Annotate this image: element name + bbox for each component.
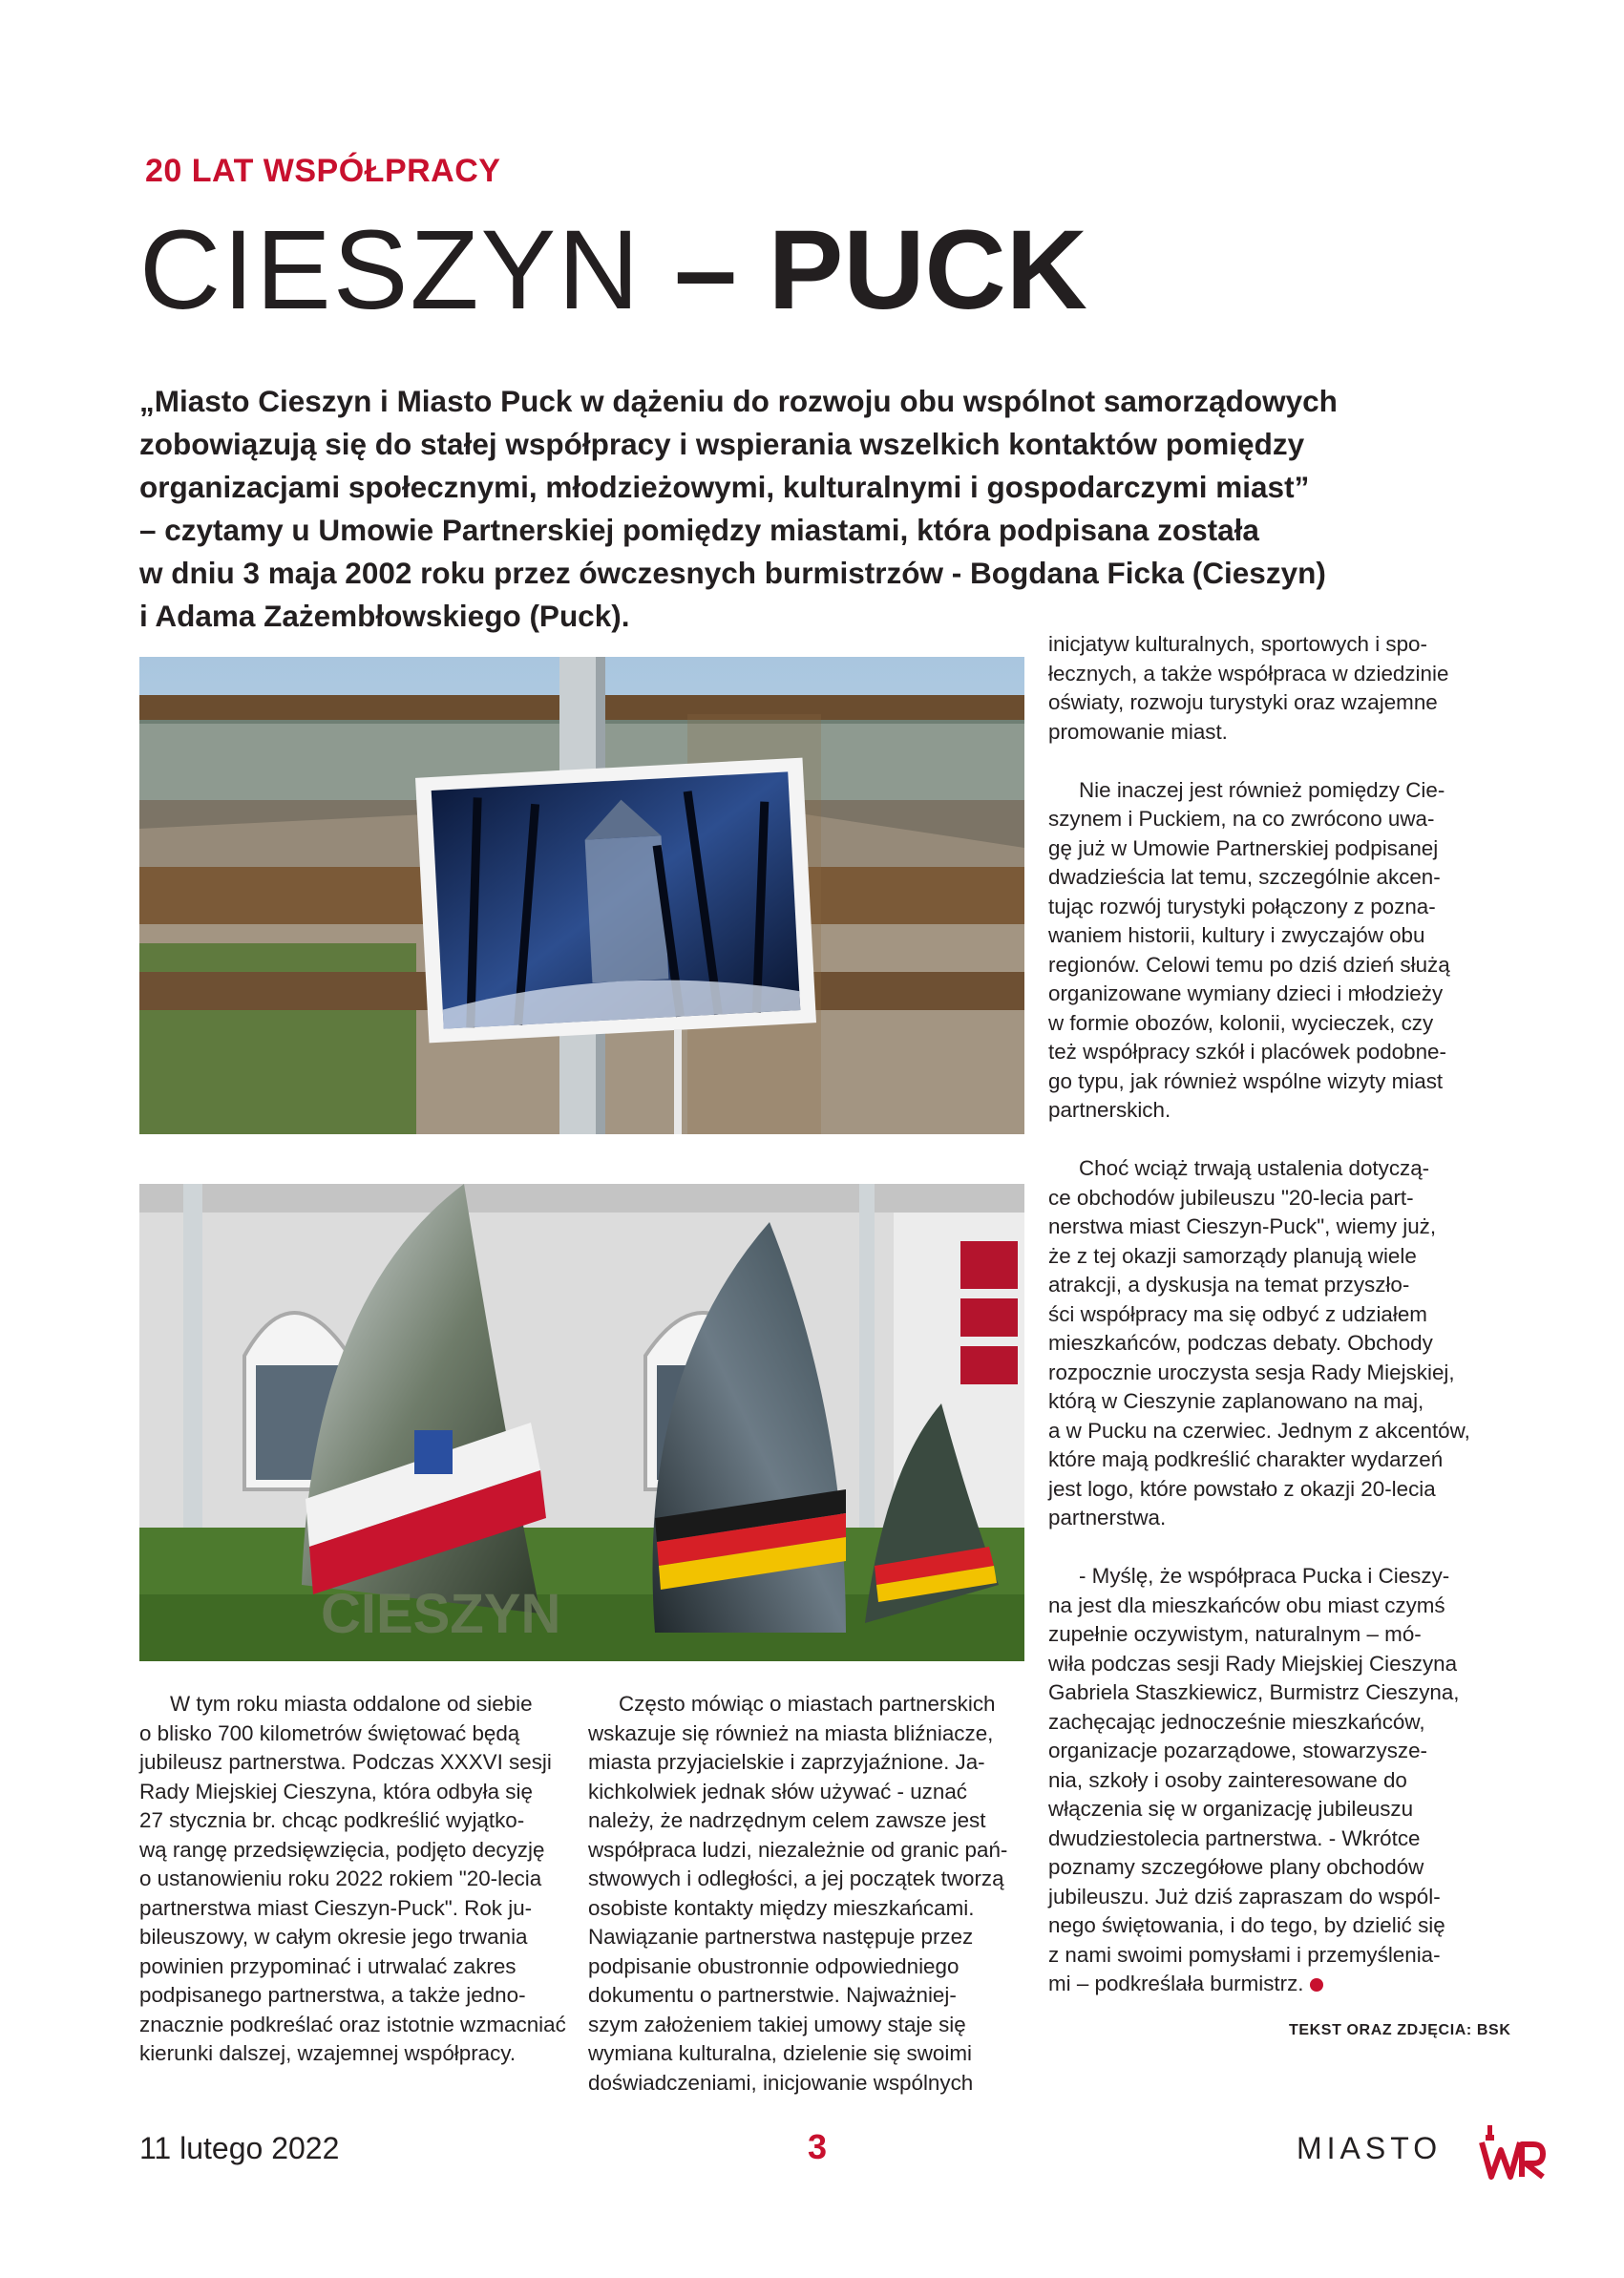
section-kicker: 20 LAT WSPÓŁPRACY: [145, 153, 501, 189]
text-line: partnerstwa miast Cieszyn-Puck". Rok ju-: [139, 1895, 533, 1920]
sign-text: CIESZYN: [321, 1583, 561, 1645]
text-line: jest logo, które powstało z okazji 20-lecia: [1048, 1476, 1436, 1501]
text-line: organizowane wymiany dzieci i młodzieży: [1048, 981, 1444, 1005]
text-line: ce obchodów jubileuszu "20-lecia part-: [1048, 1185, 1414, 1210]
text-line: powinien przypominać i utrwalać zakres: [139, 1953, 517, 1978]
page-title: [139, 208, 1087, 332]
photo-partnership-sails: [139, 1184, 1024, 1661]
article-column-3: [1048, 630, 1484, 1999]
lead-line: w dniu 3 maja 2002 roku przez ówczesnych burmistrzów - Bogdana Ficka (Cieszyn): [139, 556, 1326, 590]
text-line: poznamy szczegółowe plany obchodów: [1048, 1855, 1424, 1879]
text-line: wskazuje się również na miasta bliźniacze,: [588, 1720, 994, 1745]
text-line-end: mi – podkreślała burmistrz.: [1048, 1972, 1304, 1995]
lead-line: organizacjami społecznymi, młodzieżowymi, kulturalnymi i gospodarczymi miast”: [139, 470, 1310, 504]
text-line: osobiste kontakty między mieszkańcami.: [588, 1895, 975, 1920]
footer-date: 11 lutego 2022: [139, 2131, 340, 2165]
text-line: o ustanowieniu roku 2022 rokiem "20-lecia: [139, 1867, 542, 1890]
text-line: organizacje pozarządowe, stowarzysze-: [1048, 1739, 1427, 1762]
text-line: wą rangę przedsięwzięcia, podjęto decyzję: [139, 1837, 545, 1862]
article-end-icon: [1310, 1978, 1323, 1992]
text-line: wiła podczas sesji Rady Miejskiej Cieszyna: [1048, 1651, 1458, 1676]
text-line: 27 stycznia br. chcąc podkreślić wyjątko-: [139, 1808, 525, 1832]
text-line: dokumentu o partnerstwie. Najważniej-: [588, 1983, 957, 2007]
text-line: jubileusz partnerstwa. Podczas XXXVI sesji: [139, 1750, 552, 1774]
text-line: współpraca ludzi, niezależnie od granic pań-: [588, 1837, 1008, 1862]
text-line: zachęcając jednocześnie mieszkańców,: [1048, 1709, 1425, 1734]
text-line: jubileuszu. Już dziś zapraszam do wspól-: [1048, 1884, 1441, 1909]
text-line: go typu, jak również wspólne wizyty miast: [1048, 1068, 1444, 1093]
page-number: 3: [808, 2127, 828, 2166]
text-line: Choć wciąż trwają ustalenia dotyczą-: [1079, 1156, 1430, 1180]
text-line: oświaty, rozwoju turystyki oraz wzajemne: [1048, 690, 1438, 714]
text-line: rozpocznie uroczysta sesja Rady Miejskiej,: [1048, 1360, 1455, 1384]
text-line: a w Pucku na czerwiec. Jednym z akcentów,: [1048, 1418, 1470, 1443]
article-column-1: [139, 1690, 566, 2069]
text-line: łecznych, a także współpraca w dziedzinie: [1048, 661, 1449, 686]
text-line: Gabriela Staszkiewicz, Burmistrz Cieszyna,: [1048, 1680, 1460, 1704]
text-line: regionów. Celowi temu po dziś dzień służą: [1048, 952, 1450, 977]
text-line: nia, szkoły i osoby zainteresowane do: [1048, 1767, 1407, 1792]
text-line: też współpracy szkół i placówek podobne-: [1048, 1040, 1446, 1064]
text-line: atrakcji, a dyskusja na temat przyszło-: [1048, 1273, 1410, 1297]
text-line: inicjatyw kulturalnych, sportowych i spo-: [1048, 632, 1427, 656]
text-line: nego świętowania, i do tego, by dzielić się: [1048, 1913, 1445, 1937]
text-line: na jest dla mieszkańców obu miast czymś: [1048, 1592, 1445, 1617]
text-line: którą w Cieszynie zaplanowano na maj,: [1048, 1389, 1424, 1413]
text-line: partnerstwa.: [1048, 1506, 1167, 1529]
text-line: gę już w Umowie Partnerskiej podpisanej: [1048, 835, 1439, 860]
wr-logo-icon: [1478, 2121, 1547, 2181]
text-line: szynem i Puckiem, na co zwrócono uwa-: [1048, 807, 1435, 831]
photo-credit: TEKST ORAZ ZDJĘCIA: BSK: [1289, 2022, 1511, 2038]
text-line: Nie inaczej jest również pomiędzy Cie-: [1079, 777, 1445, 802]
text-line: kierunki dalszej, wzajemnej współpracy.: [139, 2041, 517, 2065]
text-line: doświadczeniami, inicjowanie wspólnych: [588, 2070, 974, 2095]
text-line: bileuszowy, w całym okresie jego trwania: [139, 1925, 528, 1949]
text-line: W tym roku miasta oddalone od siebie: [170, 1692, 533, 1716]
text-line: kichkolwiek jednak słów używać - uznać: [588, 1779, 967, 1803]
text-line: włączenia się w organizację jubileuszu: [1048, 1797, 1414, 1821]
text-line: mieszkańców, podczas debaty. Obchody: [1048, 1331, 1433, 1355]
lead-line: – czytamy u Umowie Partnerskiej pomiędzy miastami, która podpisana została: [139, 513, 1259, 547]
text-line: Nawiązanie partnerstwa następuje przez: [588, 1925, 974, 1949]
title-light: CIESZYN: [139, 207, 675, 333]
text-line: podpisanie obustronnie odpowiedniego: [588, 1953, 960, 1978]
lead-line: zobowiązują się do stałej współpracy i wspierania wszelkich kontaktów pomiędzy: [139, 427, 1305, 461]
text-line: tując rozwój turystyki połączony z pozna-: [1048, 894, 1436, 918]
text-line: w formie obozów, kolonii, wycieczek, czy: [1048, 1010, 1434, 1035]
text-line: ści współpracy ma się odbyć z udziałem: [1048, 1301, 1427, 1326]
text-line: zupełnie oczywistym, naturalnym – mó-: [1048, 1622, 1422, 1646]
text-line: [1048, 1970, 1484, 1999]
text-line: wymiana kulturalna, dzielenie się swoimi: [588, 2041, 972, 2065]
title-bold: – PUCK: [674, 207, 1087, 333]
text-line: należy, że nadrzędnym celem zawsze jest: [588, 1808, 986, 1832]
text-line: - Myślę, że współpraca Pucka i Cieszy-: [1079, 1564, 1450, 1588]
lead-line: i Adama Zażembłowskiego (Puck).: [139, 599, 630, 633]
text-line: stwowych i odległości, a jej początek tworzą: [588, 1867, 1004, 1890]
text-line: z nami swoimi pomysłami i przemyślenia-: [1048, 1942, 1441, 1967]
text-line: dwudziestolecia partnerstwa. - Wkrótce: [1048, 1825, 1421, 1850]
text-line: promowanie miast.: [1048, 719, 1228, 744]
text-line: szym założeniem takiej umowy staje się: [588, 2012, 966, 2036]
text-line: że z tej okazji samorządy planują wiele: [1048, 1243, 1417, 1268]
text-line: znacznie podkreślać oraz istotnie wzmacniać: [139, 2012, 566, 2036]
text-line: o blisko 700 kilometrów świętować będą: [139, 1720, 520, 1745]
text-line: nerstwa miast Cieszyn-Puck", wiemy już,: [1048, 1214, 1437, 1238]
lead-line: „Miasto Cieszyn i Miasto Puck w dążeniu do rozwoju obu wspólnot samorządowych: [139, 384, 1338, 418]
text-line: Często mówiąc o miastach partnerskich: [619, 1692, 996, 1716]
footer-brand: MIASTO: [1297, 2131, 1443, 2165]
text-line: podpisanego partnerstwa, a także jedno-: [139, 1983, 526, 2007]
text-line: które mają podkreślić charakter wydarzeń: [1048, 1447, 1444, 1471]
photo-exhibition-board: [139, 657, 1024, 1134]
text-line: Rady Miejskiej Cieszyna, która odbyła się: [139, 1779, 533, 1803]
text-line: miasta przyjacielskie i zaprzyjaźnione. Ja-: [588, 1750, 985, 1774]
text-line: partnerskich.: [1048, 1098, 1171, 1122]
text-line: waniem historii, kultury i zwyczajów obu: [1048, 923, 1425, 947]
text-line: dwadzieścia lat temu, szczególnie akcen-: [1048, 865, 1441, 889]
article-column-2: [588, 1690, 1023, 2098]
lead-paragraph: [139, 380, 1505, 638]
